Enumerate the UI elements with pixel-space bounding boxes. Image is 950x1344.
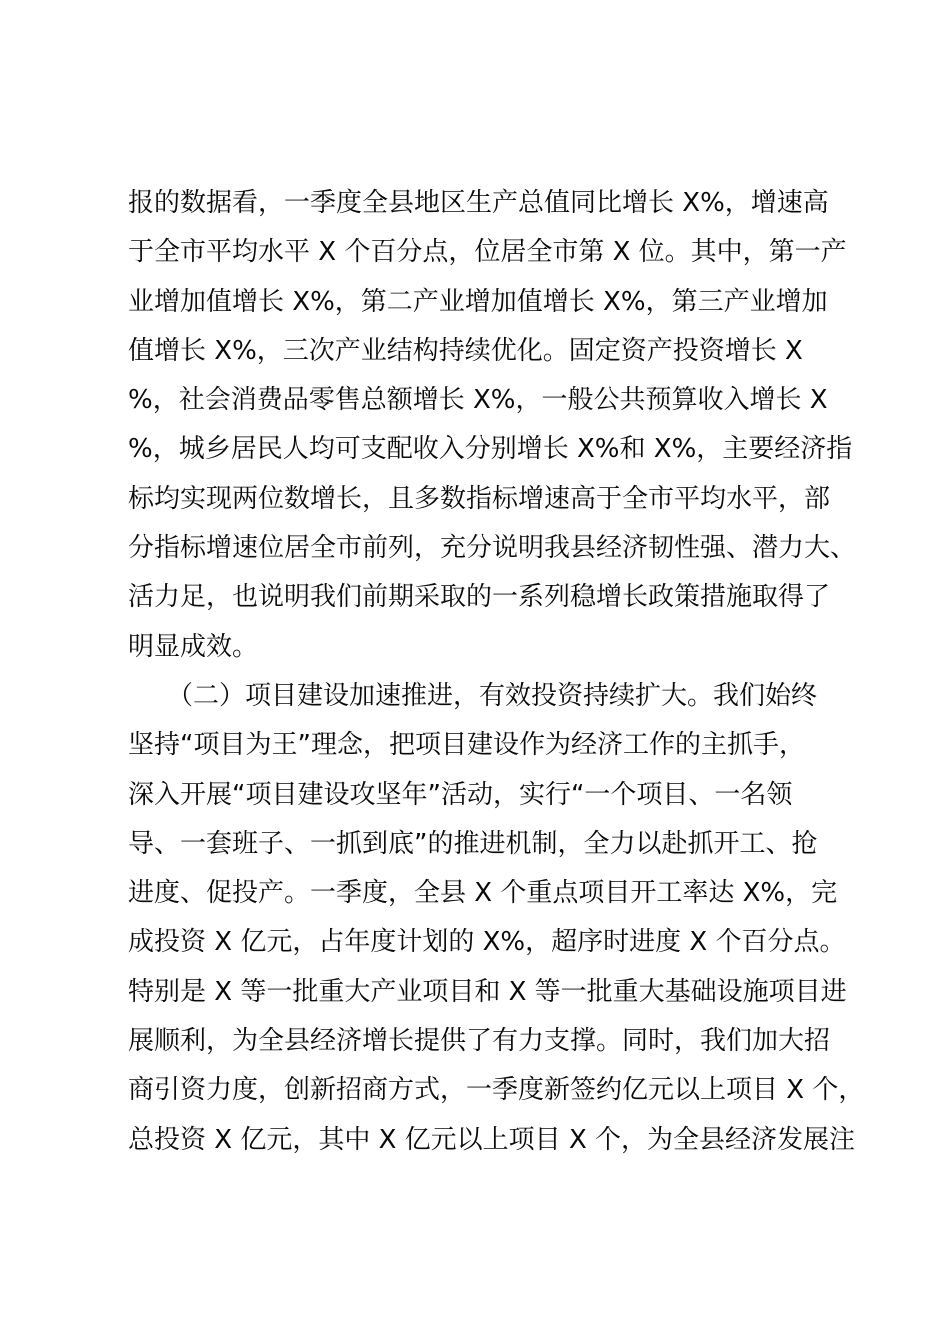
- text-line: 报的数据看，一季度全县地区生产总值同比增长 X%，增速高: [128, 188, 829, 218]
- text-line: 特别是 X 等一批重大产业项目和 X 等一批重大基础设施项目进: [128, 976, 847, 1007]
- text-line: 活力足，也说明我们前期采取的一系列稳增长政策措施取得了: [128, 582, 831, 613]
- text-line: 进度、促投产。一季度，全县 X 个重点项目开工率达 X%，完: [128, 878, 838, 909]
- text-line: 深入开展“项目建设攻坚年”活动，实行“一个项目、一名领: [128, 779, 793, 810]
- text-line: 导、一套班子、一抓到底”的推进机制，全力以赴抓开工、抢: [128, 828, 818, 859]
- body-text: [128, 179, 865, 1165]
- text-line: 值增长 X%，三次产业结构持续优化。固定资产投资增长 X: [128, 335, 803, 366]
- text-line: 总投资 X 亿元，其中 X 亿元以上项目 X 个，为全县经济发展注: [128, 1124, 856, 1155]
- text-line: 标均实现两位数增长，且多数指标增速高于全市平均水平，部: [128, 483, 831, 514]
- text-line: 成投资 X 亿元，占年度计划的 X%，超序时进度 X 个百分点。: [128, 927, 846, 958]
- text-line: 分指标增速位居全市前列，充分说明我县经济韧性强、潜力大、: [128, 533, 857, 564]
- text-line: 业增加值增长 X%，第二产业增加值增长 X%，第三产业增加: [128, 286, 828, 317]
- text-line: 坚持“项目为王”理念，把项目建设作为经济工作的主抓手，: [128, 730, 805, 761]
- text-line: 于全市平均水平 X 个百分点，位居全市第 X 位。其中，第一产: [128, 237, 847, 268]
- text-line: %，社会消费品零售总额增长 X%，一般公共预算收入增长 X: [128, 385, 828, 416]
- text-line: %，城乡居民人均可支配收入分别增长 X%和 X%，主要经济指: [128, 434, 853, 465]
- section-heading-line: （二）项目建设加速推进，有效投资持续扩大。我们始终: [128, 680, 818, 711]
- text-line: 明显成效。: [128, 631, 259, 662]
- text-line: 展顺利，为全县经济增长提供了有力支撑。同时，我们加大招: [128, 1026, 831, 1057]
- text-line: 商引资力度，创新招商方式，一季度新签约亿元以上项目 X 个，: [128, 1075, 865, 1106]
